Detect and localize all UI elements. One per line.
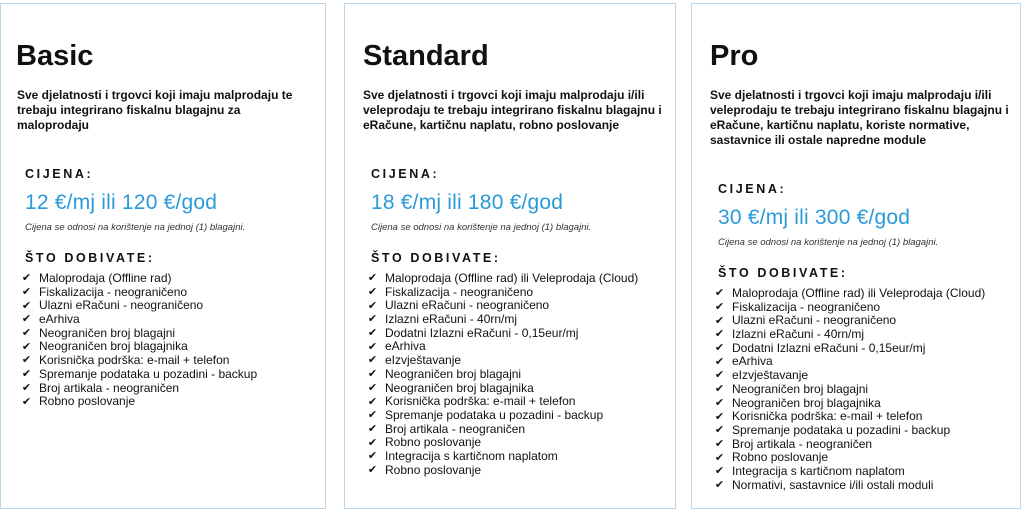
plan-card-basic [0,3,326,509]
feature-label: Broj artikala - neograničen [385,421,526,436]
plan-card-pro [691,3,1021,509]
feature-item [367,313,638,327]
price-label: CIJENA: [371,167,440,181]
plan-price: 30 €/mj ili 300 €/god [718,206,911,229]
price-section [367,166,639,477]
feature-item [367,340,638,354]
feature-label: Izlazni eRačuni - 40rn/mj [732,327,865,342]
feature-label: Korisnička podrška: e-mail + telefon [39,353,230,368]
check-icon: ✔ [714,424,725,437]
feature-label: Ulazni eRačuni - neograničeno [732,313,897,328]
feature-label: Robno poslovanje [39,394,136,409]
check-icon: ✔ [367,395,378,408]
check-icon: ✔ [367,368,378,381]
feature-item [714,397,985,411]
feature-label: Integracija s kartičnom naplatom [732,463,905,478]
feature-label: Robno poslovanje [732,450,829,465]
plan-description: Sve djelatnosti i trgovci koji imaju malprodaju i/ili veleprodaju te trebaju integrirano fiskalnu blagajnu i eRačune, kartičnu naplatu, koriste normative, sastavnice ili ostale napredne module [710,88,1009,147]
plan-description: Sve djelatnosti i trgovci koji imaju malprodaju te trebaju integrirano fiskalnu blagajnu za maloprodaju [17,88,293,132]
feature-item [367,327,638,341]
feature-label: Korisnička podrška: e-mail + telefon [385,394,576,409]
check-icon: ✔ [21,299,32,312]
feature-item [714,369,985,383]
check-icon: ✔ [21,395,32,408]
feature-item [367,395,638,409]
check-icon: ✔ [21,327,32,340]
check-icon: ✔ [21,313,32,326]
check-icon: ✔ [21,340,32,353]
feature-item [714,424,985,438]
feature-item [21,272,257,286]
check-icon: ✔ [714,396,725,409]
plan-price: 12 €/mj ili 120 €/god [25,191,218,214]
check-icon: ✔ [21,381,32,394]
price-section [714,181,986,492]
feature-item [714,301,985,315]
feature-item [714,383,985,397]
check-icon: ✔ [367,299,378,312]
feature-item [21,286,257,300]
feature-item [21,327,257,341]
feature-label: Fiskalizacija - neograničeno [385,284,534,299]
feature-label: Spremanje podataka u pozadini - backup [732,422,951,437]
plan-price: 18 €/mj ili 180 €/god [371,191,564,214]
check-icon: ✔ [714,383,725,396]
check-icon: ✔ [714,342,725,355]
check-icon: ✔ [367,381,378,394]
check-icon: ✔ [714,437,725,450]
feature-label: Normativi, sastavnice i/ili ostali moduli [732,477,934,492]
price-note: Cijena se odnosi na korištenje na jednoj (1) blagajni. [25,222,246,233]
feature-label: Neograničen broj blagajni [732,381,869,396]
check-icon: ✔ [367,422,378,435]
feature-label: Ulazni eRačuni - neograničeno [39,298,204,313]
price-note: Cijena se odnosi na korištenje na jednoj (1) blagajni. [371,222,592,233]
plan-description: Sve djelatnosti i trgovci koji imaju malprodaju i/ili veleprodaju te trebaju integrirano fiskalnu blagajnu i eRačune, kartičnu naplatu, robno poslovanje [363,88,662,132]
check-icon: ✔ [367,313,378,326]
plan-title: Standard [363,40,489,72]
feature-list [367,272,638,477]
check-icon: ✔ [367,354,378,367]
features-label: ŠTO DOBIVATE: [718,266,848,280]
check-icon: ✔ [21,368,32,381]
price-label: CIJENA: [718,182,787,196]
feature-label: Maloprodaja (Offline rad) ili Veleprodaja (Cloud) [732,286,986,300]
feature-item [367,423,638,437]
feature-label: Robno poslovanje [385,435,482,450]
feature-list [714,287,985,492]
price-note: Cijena se odnosi na korištenje na jednoj (1) blagajni. [718,237,939,248]
feature-item [714,355,985,369]
check-icon: ✔ [21,354,32,367]
check-icon: ✔ [714,410,725,423]
feature-label: Korisnička podrška: e-mail + telefon [732,409,923,424]
check-icon: ✔ [714,314,725,327]
feature-list [21,272,257,409]
feature-item [21,382,257,396]
check-icon: ✔ [367,272,378,285]
feature-item [367,436,638,450]
features-label: ŠTO DOBIVATE: [371,251,501,265]
feature-label: Maloprodaja (Offline rad) [39,271,172,285]
feature-label: Dodatni Izlazni eRačuni - 0,15eur/mj [732,340,926,355]
feature-label: Neograničen broj blagajnika [385,380,534,395]
check-icon: ✔ [714,369,725,382]
check-icon: ✔ [714,328,725,341]
feature-item [21,395,257,409]
check-icon: ✔ [714,478,725,491]
feature-item [714,287,985,301]
check-icon: ✔ [367,340,378,353]
feature-item [714,479,985,493]
check-icon: ✔ [714,287,725,300]
feature-label: Neograničen broj blagajni [39,325,176,340]
feature-item [21,313,257,327]
check-icon: ✔ [714,451,725,464]
feature-item [21,354,257,368]
feature-label: Neograničen broj blagajnika [39,339,188,354]
check-icon: ✔ [714,355,725,368]
feature-label: Maloprodaja (Offline rad) ili Veleprodaja (Cloud) [385,271,639,285]
price-label: CIJENA: [25,167,94,181]
plan-title: Basic [16,40,94,72]
feature-item [21,340,257,354]
check-icon: ✔ [367,436,378,449]
feature-item [367,409,638,423]
feature-item [367,382,638,396]
feature-item [21,299,257,313]
feature-label: eIzvještavanje [385,353,462,368]
feature-label: Dodatni Izlazni eRačuni - 0,15eur/mj [385,325,579,340]
plan-card-standard [344,3,676,509]
feature-label: Broj artikala - neograničen [732,436,873,451]
feature-item [714,314,985,328]
feature-label: Izlazni eRačuni - 40rn/mj [385,312,518,327]
feature-item [367,450,638,464]
check-icon: ✔ [21,272,32,285]
plan-title: Pro [710,40,759,72]
feature-item [714,342,985,356]
check-icon: ✔ [714,301,725,314]
feature-item [367,464,638,478]
check-icon: ✔ [367,409,378,422]
check-icon: ✔ [367,286,378,299]
check-icon: ✔ [714,465,725,478]
feature-label: Integracija s kartičnom naplatom [385,448,558,463]
check-icon: ✔ [367,327,378,340]
feature-item [367,272,638,286]
feature-item [367,368,638,382]
check-icon: ✔ [21,286,32,299]
feature-label: eArhiva [385,339,426,354]
feature-label: Broj artikala - neograničen [39,380,180,395]
feature-item [714,328,985,342]
feature-label: Fiskalizacija - neograničeno [732,299,881,314]
feature-label: Spremanje podataka u pozadini - backup [385,407,604,422]
feature-item [714,451,985,465]
check-icon: ✔ [367,450,378,463]
feature-item [714,438,985,452]
check-icon: ✔ [367,463,378,476]
feature-label: eArhiva [732,354,773,369]
feature-label: eArhiva [39,312,80,327]
feature-item [714,465,985,479]
feature-label: eIzvještavanje [732,368,809,383]
feature-label: Neograničen broj blagajni [385,366,522,381]
feature-label: Fiskalizacija - neograničeno [39,284,188,299]
feature-item [21,368,257,382]
price-section [21,166,258,409]
feature-item [714,410,985,424]
feature-label: Spremanje podataka u pozadini - backup [39,366,258,381]
feature-label: Robno poslovanje [385,462,482,477]
feature-label: Ulazni eRačuni - neograničeno [385,298,550,313]
feature-item [367,286,638,300]
features-label: ŠTO DOBIVATE: [25,251,155,265]
feature-item [367,299,638,313]
feature-item [367,354,638,368]
feature-label: Neograničen broj blagajnika [732,395,881,410]
